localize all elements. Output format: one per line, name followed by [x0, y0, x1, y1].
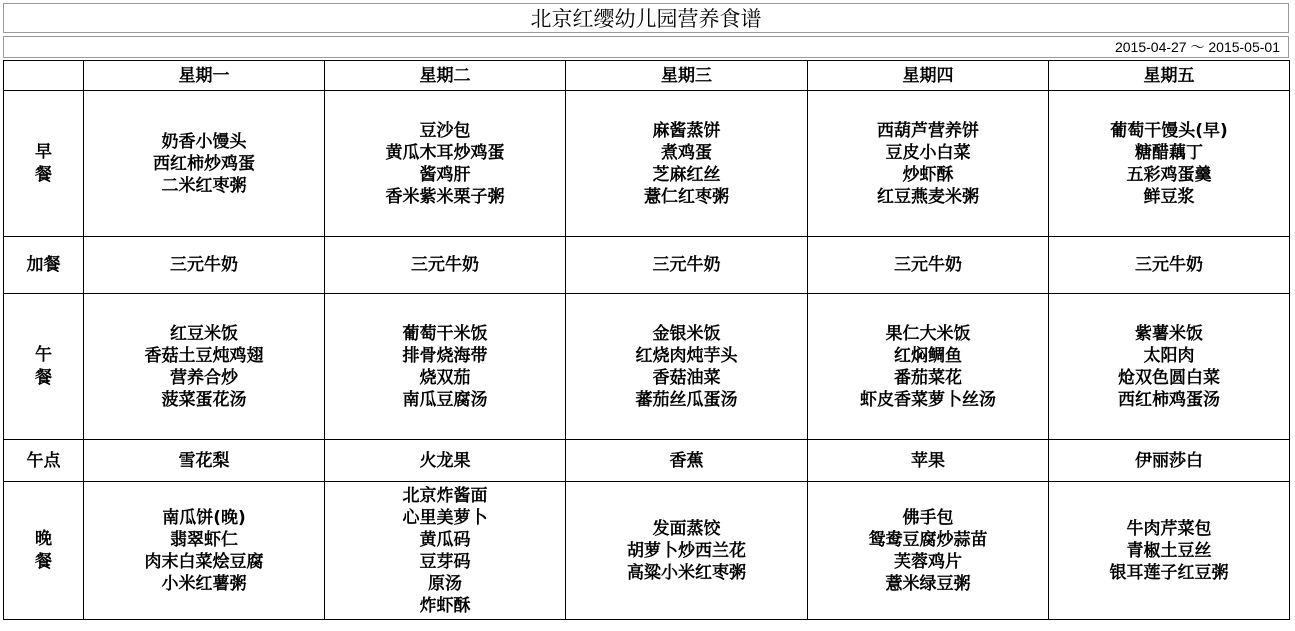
- dish-item: 原汤: [428, 573, 462, 594]
- menu-cell-afternoon-snack-thu: [808, 440, 1049, 482]
- meal-label-afternoon-snack: [4, 440, 84, 482]
- dish-item: 芝麻红丝: [652, 164, 721, 185]
- dish-item: 西红柿炒鸡蛋: [153, 153, 255, 174]
- header-row: [4, 61, 1290, 91]
- meal-label-text: 晚餐: [35, 528, 52, 572]
- dish-item: 紫薯米饭: [1135, 323, 1203, 344]
- menu-cell-snack-wed: [566, 237, 808, 294]
- dish-item: 香米紫米栗子粥: [385, 186, 505, 207]
- dish-item: 豆皮小白菜: [885, 142, 971, 163]
- dish-item: 三元牛奶: [894, 255, 962, 275]
- day-header-tue: 星期二: [325, 61, 566, 91]
- dish-item: 肉末白菜烩豆腐: [144, 551, 264, 572]
- menu-cell-lunch-wed: [566, 294, 808, 440]
- meal-row-breakfast: [4, 91, 1290, 237]
- menu-cell-afternoon-snack-wed: [566, 440, 808, 482]
- dish-item: 酱鸡肝: [419, 164, 471, 185]
- meal-label-snack: [4, 237, 84, 294]
- dish-item: 香菇油菜: [652, 367, 721, 388]
- dish-item: 薏仁红枣粥: [644, 186, 729, 207]
- dish-item: 伊丽莎白: [1135, 450, 1203, 471]
- menu-body: [4, 91, 1290, 620]
- meal-label-breakfast: [4, 91, 84, 237]
- dish-item: 虾皮香菜萝卜丝汤: [860, 389, 996, 410]
- dish-item: 菠菜蛋花汤: [161, 389, 247, 410]
- dish-item: 发面蒸饺: [652, 518, 721, 539]
- dish-item: 银耳莲子红豆粥: [1109, 562, 1229, 583]
- meal-label-dinner: [4, 482, 84, 620]
- dish-item: 红焖鲷鱼: [894, 345, 962, 366]
- dish-item: 小米红薯粥: [161, 573, 247, 594]
- dish-item: 营养合炒: [170, 367, 238, 388]
- dish-item: 奶香小馒头: [161, 131, 247, 152]
- meal-row-lunch: [4, 294, 1290, 440]
- dish-item: 三元牛奶: [1135, 255, 1203, 275]
- dish-item: 翡翠虾仁: [170, 529, 238, 550]
- menu-cell-breakfast-mon: [84, 91, 325, 237]
- dish-item: 三元牛奶: [411, 255, 479, 275]
- menu-cell-lunch-fri: [1049, 294, 1290, 440]
- meal-label-text: 加餐: [26, 255, 61, 275]
- dish-item: 北京炸酱面: [402, 485, 488, 506]
- dish-item: 芙蓉鸡片: [894, 551, 962, 572]
- meal-label-lunch: [4, 294, 84, 440]
- dish-item: 烧双茄: [419, 367, 471, 388]
- dish-item: 排骨烧海带: [402, 345, 488, 366]
- dish-item: 果仁大米饭: [885, 323, 971, 344]
- dish-item: 豆芽码: [419, 551, 471, 572]
- dish-item: 鲜豆浆: [1143, 186, 1195, 207]
- dish-item: 鸳鸯豆腐炒蒜苗: [868, 529, 988, 550]
- menu-cell-breakfast-thu: [808, 91, 1049, 237]
- dish-item: 南瓜豆腐汤: [402, 389, 488, 410]
- menu-cell-dinner-fri: [1049, 482, 1290, 620]
- menu-table: [3, 60, 1290, 620]
- dish-item: 金银米饭: [652, 323, 721, 344]
- dish-item: 三元牛奶: [170, 255, 238, 275]
- menu-cell-snack-mon: [84, 237, 325, 294]
- dish-item: 炒虾酥: [902, 164, 954, 185]
- dish-item: 二米红枣粥: [161, 175, 247, 196]
- dish-item: 牛肉芹菜包: [1126, 518, 1212, 539]
- dish-item: 高粱小米红枣粥: [627, 562, 746, 583]
- dish-item: 红烧肉炖芋头: [635, 345, 738, 366]
- dish-item: 红豆燕麦米粥: [877, 186, 979, 207]
- dish-item: 番茄菜花: [894, 367, 962, 388]
- dish-item: 苹果: [911, 450, 945, 471]
- dish-item: 心里美萝卜: [402, 507, 488, 528]
- page-title: 北京红缨幼儿园营养食谱: [3, 3, 1289, 33]
- meal-label-text: 早餐: [35, 141, 52, 185]
- menu-cell-afternoon-snack-mon: [84, 440, 325, 482]
- meal-row-snack: [4, 237, 1290, 294]
- dish-item: 黄瓜码: [419, 529, 471, 550]
- day-header-mon: 星期一: [84, 61, 325, 91]
- dish-item: 五彩鸡蛋羹: [1126, 164, 1212, 185]
- dish-item: 南瓜饼(晚): [162, 507, 246, 528]
- menu-cell-afternoon-snack-fri: [1049, 440, 1290, 482]
- date-range: 2015-04-27 ～ 2015-05-01: [3, 36, 1289, 58]
- dish-item: 火龙果: [419, 450, 471, 471]
- dish-item: 炝双色圆白菜: [1118, 367, 1220, 388]
- day-header-wed: 星期三: [566, 61, 808, 91]
- dish-item: 西红柿鸡蛋汤: [1118, 389, 1220, 410]
- menu-cell-dinner-mon: [84, 482, 325, 620]
- menu-cell-breakfast-wed: [566, 91, 808, 237]
- dish-item: 薏米绿豆粥: [885, 573, 971, 594]
- menu-cell-dinner-thu: [808, 482, 1049, 620]
- meal-row-afternoon-snack: [4, 440, 1290, 482]
- dish-item: 香菇土豆炖鸡翅: [144, 345, 264, 366]
- menu-cell-lunch-thu: [808, 294, 1049, 440]
- menu-cell-dinner-tue: [325, 482, 566, 620]
- dish-item: 炸虾酥: [419, 595, 471, 616]
- dish-item: 黄瓜木耳炒鸡蛋: [385, 142, 505, 163]
- corner-cell: [4, 61, 84, 91]
- menu-cell-dinner-wed: [566, 482, 808, 620]
- dish-item: 西葫芦营养饼: [877, 120, 979, 141]
- dish-item: 葡萄干米饭: [402, 323, 488, 344]
- day-header-thu: 星期四: [808, 61, 1049, 91]
- dish-item: 红豆米饭: [170, 323, 238, 344]
- dish-item: 豆沙包: [419, 120, 471, 141]
- menu-cell-breakfast-fri: [1049, 91, 1290, 237]
- meal-row-dinner: [4, 482, 1290, 620]
- dish-item: 雪花梨: [178, 450, 230, 471]
- dish-item: 三元牛奶: [652, 255, 721, 275]
- dish-item: 香蕉: [669, 450, 704, 471]
- menu-cell-snack-thu: [808, 237, 1049, 294]
- menu-cell-breakfast-tue: [325, 91, 566, 237]
- dish-item: 葡萄干馒头(早): [1110, 120, 1228, 141]
- menu-cell-snack-fri: [1049, 237, 1290, 294]
- menu-cell-lunch-tue: [325, 294, 566, 440]
- dish-item: 佛手包: [902, 507, 954, 528]
- dish-item: 胡萝卜炒西兰花: [627, 540, 746, 561]
- menu-cell-lunch-mon: [84, 294, 325, 440]
- dish-item: 糖醋藕丁: [1135, 142, 1203, 163]
- dish-item: 煮鸡蛋: [661, 142, 712, 163]
- dish-item: 蕃茄丝瓜蛋汤: [635, 389, 738, 410]
- dish-item: 太阳肉: [1143, 345, 1195, 366]
- dish-item: 青椒土豆丝: [1126, 540, 1212, 561]
- meal-label-text: 午餐: [35, 344, 52, 388]
- dish-item: 麻酱蒸饼: [652, 120, 721, 141]
- day-header-fri: 星期五: [1049, 61, 1290, 91]
- meal-label-text: 午点: [26, 450, 61, 471]
- menu-cell-afternoon-snack-tue: [325, 440, 566, 482]
- menu-cell-snack-tue: [325, 237, 566, 294]
